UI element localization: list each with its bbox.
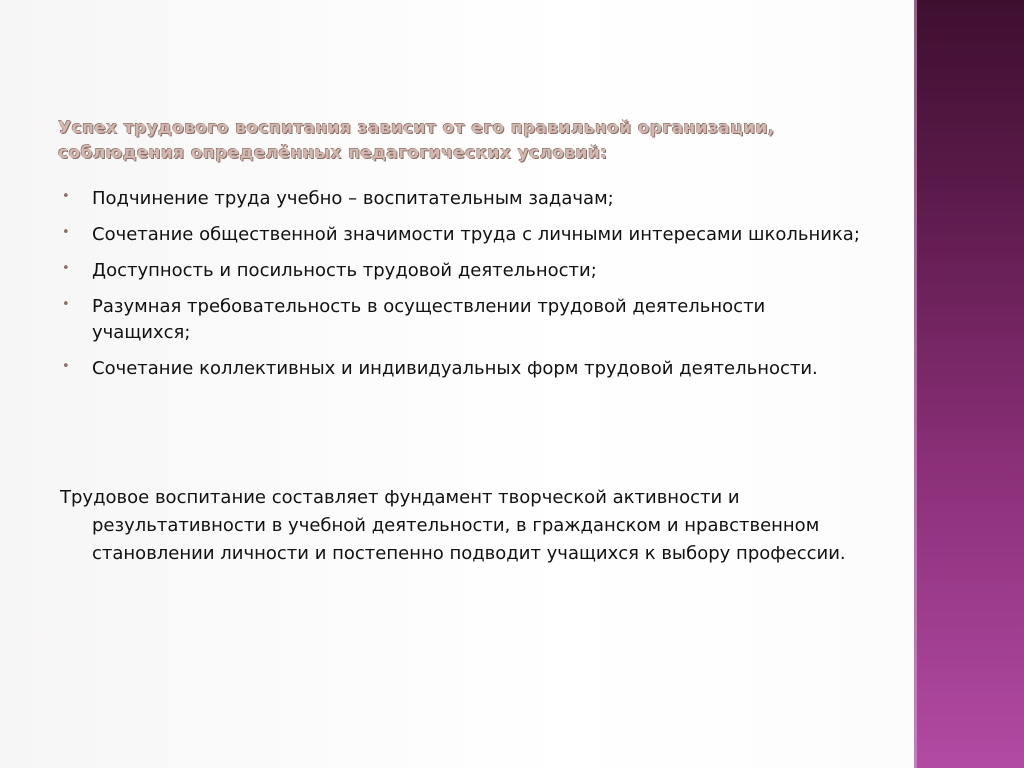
bullet-icon: • [62, 189, 70, 204]
bullet-icon: • [62, 359, 70, 374]
bullet-icon: • [62, 225, 70, 240]
list-item [60, 356, 860, 382]
bullet-icon: • [62, 261, 70, 276]
list-item [60, 186, 860, 212]
list-item-text: Разумная требовательность в осуществлении трудовой деятельности учащихся; [92, 296, 766, 343]
slide-title-line: Успех трудового воспитания зависит от его правильной организации, [58, 118, 775, 138]
list-item-text: Сочетание общественной значимости труда с личными интересами школьника; [92, 224, 860, 245]
decorative-side-band [914, 0, 1024, 768]
list-item [60, 294, 860, 346]
conditions-list [60, 186, 860, 392]
conclusion-text: Трудовое воспитание составляет фундамент творческой активности и результативности в учебной деятельности, в гражданском и нравственном становлении личности и постепенно подводит учащихся к выбору профессии. [60, 487, 846, 564]
list-item-text: Доступность и посильность трудовой деятельности; [92, 260, 597, 281]
slide-title-line: соблюдения определённых педагогических условий: [58, 143, 608, 163]
bullet-icon: • [62, 297, 70, 312]
list-item [60, 222, 860, 248]
list-item [60, 258, 860, 284]
list-item-text: Сочетание коллективных и индивидуальных форм трудовой деятельности. [92, 358, 818, 379]
list-item-text: Подчинение труда учебно – воспитательным задачам; [92, 188, 614, 209]
slide-title [58, 116, 878, 166]
conclusion-paragraph [60, 484, 882, 568]
